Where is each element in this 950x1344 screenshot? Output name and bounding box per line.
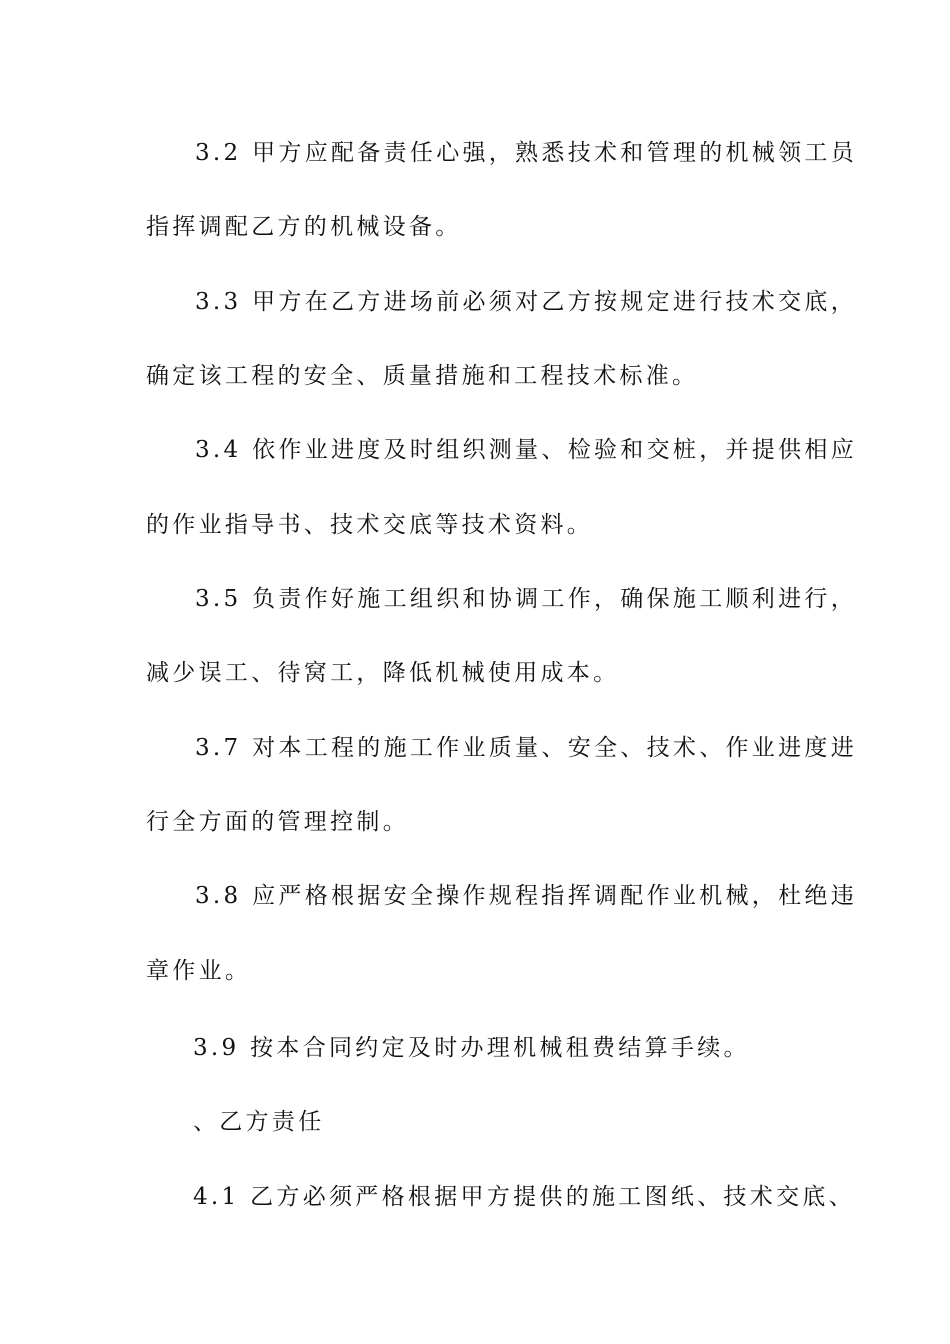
paragraph-3-2-line-1: 3.2 甲方应配备责任心强，熟悉技术和管理的机械领工员: [195, 140, 857, 166]
paragraph-3-5-line-1: 3.5 负责作好施工组织和协调工作，确保施工顺利进行，: [195, 586, 857, 612]
paragraph-3-4-line-1: 3.4 依作业进度及时组织测量、检验和交桩，并提供相应: [195, 437, 857, 463]
paragraph-3-2-line-2: 指挥调配乙方的机械设备。: [146, 214, 462, 240]
paragraph-3-9: 3.9 按本合同约定及时办理机械租费结算手续。: [193, 1035, 750, 1061]
paragraph-3-5-line-2: 减少误工、待窝工，降低机械使用成本。: [146, 660, 620, 686]
section-heading-party-b-responsibility: 、乙方责任: [193, 1109, 325, 1135]
paragraph-3-8-line-1: 3.8 应严格根据安全操作规程指挥调配作业机械，杜绝违: [195, 883, 857, 909]
paragraph-3-3-line-2: 确定该工程的安全、质量措施和工程技术标准。: [146, 363, 699, 389]
paragraph-3-8-line-2: 章作业。: [146, 958, 252, 984]
paragraph-3-7-line-2: 行全方面的管理控制。: [146, 809, 409, 835]
paragraph-3-7-line-1: 3.7 对本工程的施工作业质量、安全、技术、作业进度进: [195, 735, 857, 761]
paragraph-4-1-line-1: 4.1 乙方必须严格根据甲方提供的施工图纸、技术交底、: [193, 1184, 855, 1210]
paragraph-3-4-line-2: 的作业指导书、技术交底等技术资料。: [146, 512, 594, 538]
paragraph-3-3-line-1: 3.3 甲方在乙方进场前必须对乙方按规定进行技术交底，: [195, 289, 857, 315]
